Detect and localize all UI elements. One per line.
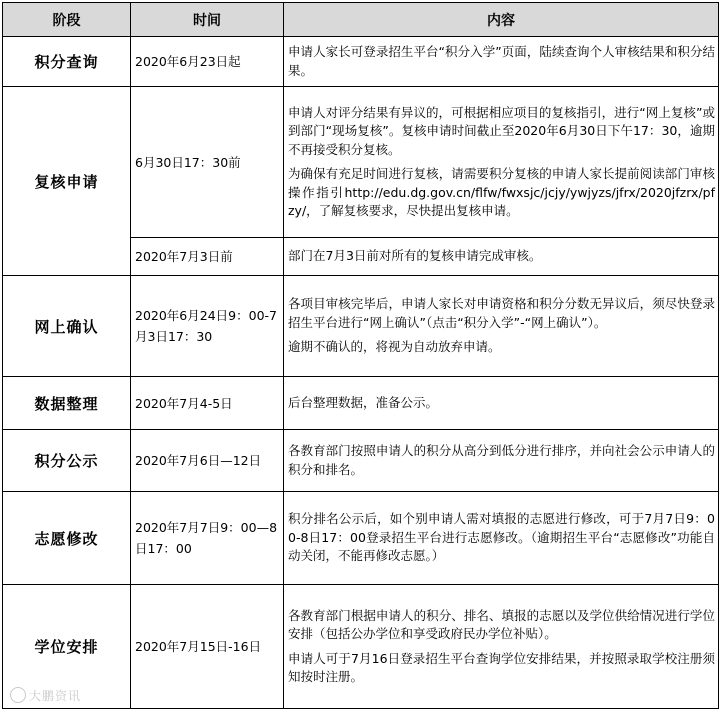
content-cell xyxy=(284,276,719,377)
table-row xyxy=(3,377,719,430)
time-cell: 6月30日17：30前 xyxy=(131,87,284,238)
content-cell xyxy=(284,238,719,276)
table-row xyxy=(3,430,719,492)
content-paragraph: 申请人家长可登录招生平台“积分入学”页面，陆续查询个人审核结果和积分结果。 xyxy=(288,44,715,78)
header-time: 时间 xyxy=(131,3,284,37)
content-cell xyxy=(284,37,719,87)
watermark-logo-icon xyxy=(10,687,26,703)
content-paragraph: 部门在7月3日前对所有的复核申请完成审核。 xyxy=(288,248,542,264)
content-cell xyxy=(284,585,719,709)
content-paragraph: 为确保有充足时间进行复核，请需要积分复核的申请人家长提前阅读部门审核操作指引http://edu.dg.gov.cn/flfw/fwxsjc/jcjy/ywjyzs/jfrx/2020jfzrx/pfzy/，了解复核要求，尽快提出复核申请。 xyxy=(288,166,715,218)
time-cell: 2020年7月15日-16日 xyxy=(131,585,284,709)
stage-cell: 网上确认 xyxy=(3,276,131,377)
watermark xyxy=(10,687,81,704)
content-cell xyxy=(284,377,719,430)
table-row xyxy=(3,492,719,585)
table-row xyxy=(3,87,719,238)
time-cell: 2020年6月24日9：00-7月3日17：30 xyxy=(131,276,284,377)
time-cell: 2020年7月3日前 xyxy=(131,238,284,276)
time-cell: 2020年6月23日起 xyxy=(131,37,284,87)
time-cell: 2020年7月4-5日 xyxy=(131,377,284,430)
time-cell: 2020年7月6日—12日 xyxy=(131,430,284,492)
content-paragraph: 申请人对评分结果有异议的，可根据相应项目的复核指引，进行“网上复核”或到部门“现场复核”。复核申请时间截止至2020年6月30日下午17：30，逾期不再接受积分复核。 xyxy=(288,104,715,157)
table-header-row xyxy=(3,3,719,37)
stage-cell: 志愿修改 xyxy=(3,492,131,585)
content-cell xyxy=(284,430,719,492)
content-paragraph: 积分排名公示后，如个别申请人需对填报的志愿进行修改，可于7月7日9：00-8日17：00登录招生平台进行志愿修改。（逾期招生平台“志愿修改”功能自动关闭，不能再修改志愿。） xyxy=(288,511,715,564)
content-paragraph: 各教育部门按照申请人的积分从高分到低分进行排序，并向社会公示申请人的积分和排名。 xyxy=(288,443,715,477)
content-paragraph: 各教育部门根据申请人的积分、排名、填报的志愿以及学位供给情况进行学位安排（包括公办学位和享受政府民办学位补贴）。 xyxy=(288,607,715,641)
table-row xyxy=(3,276,719,377)
stage-cell: 积分查询 xyxy=(3,37,131,87)
table-row xyxy=(3,585,719,709)
content-paragraph: 各项目审核完毕后，申请人家长对申请资格和积分分数无异议后，须尽快登录招生平台进行“网上确认”（点击“积分入学”-“网上确认”）。 xyxy=(288,296,715,330)
table-row xyxy=(3,37,719,87)
watermark-text: 大鹏资讯 xyxy=(29,689,82,703)
content-cell xyxy=(284,492,719,585)
content-paragraph: 申请人可于7月16日登录招生平台查询学位安排结果，并按照录取学校注册须知按时注册。 xyxy=(288,650,715,684)
stage-cell: 数据整理 xyxy=(3,377,131,430)
header-content: 内容 xyxy=(284,3,719,37)
content-cell xyxy=(284,87,719,238)
stage-cell: 学位安排 xyxy=(3,585,131,709)
header-stage: 阶段 xyxy=(3,3,131,37)
time-cell: 2020年7月7日9：00—8日17：00 xyxy=(131,492,284,585)
stage-cell: 积分公示 xyxy=(3,430,131,492)
content-paragraph: 逾期不确认的，将视为自动放弃申请。 xyxy=(288,339,501,355)
content-paragraph: 后台整理数据，准备公示。 xyxy=(288,394,439,410)
stage-cell: 复核申请 xyxy=(3,87,131,276)
schedule-table xyxy=(2,2,719,709)
